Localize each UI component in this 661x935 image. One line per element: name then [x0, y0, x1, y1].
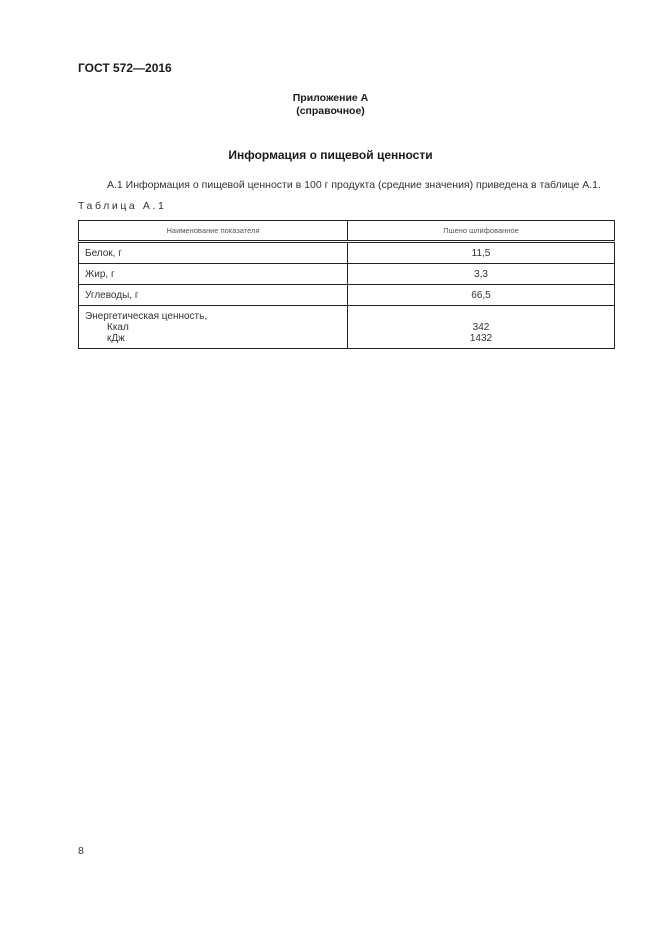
- row-value-protein: 11,5: [348, 242, 615, 264]
- table-row-energy: [79, 306, 615, 349]
- appendix-type: (справочное): [296, 105, 365, 117]
- energy-label: Энергетическая ценность,: [85, 310, 208, 322]
- energy-kj-value: 1432: [469, 332, 493, 344]
- row-name-energy: [79, 306, 348, 349]
- row-value-fat: 3,3: [348, 264, 615, 285]
- row-value-carbs: 66,5: [348, 285, 615, 306]
- row-name-carbs: Углеводы, г: [79, 285, 348, 306]
- body-paragraph: А.1 Информация о пищевой ценности в 100 г продукта (средние значения) приведена в таблице А.1.: [107, 179, 601, 191]
- table-caption: Таблица А.1: [78, 200, 167, 212]
- table-row: [79, 264, 615, 285]
- nutrition-table: [78, 220, 615, 349]
- appendix-label: Приложение А: [292, 92, 369, 104]
- appendix-heading: [0, 92, 661, 118]
- energy-kj-label: кДж: [107, 332, 125, 344]
- table-row: [79, 242, 615, 264]
- table-row: [79, 285, 615, 306]
- column-header-product: Пшено шлифованное: [348, 221, 615, 242]
- page-number: 8: [78, 845, 84, 857]
- row-value-energy: [348, 306, 615, 349]
- energy-kcal-label: Ккал: [107, 321, 129, 333]
- column-header-indicator: Наименование показателя: [79, 221, 348, 242]
- energy-kcal-value: 342: [472, 321, 490, 333]
- row-name-fat: Жир, г: [79, 264, 348, 285]
- row-name-protein: Белок, г: [79, 242, 348, 264]
- document-code: ГОСТ 572—2016: [78, 61, 172, 75]
- table-header-row: [79, 221, 615, 242]
- appendix-title: Информация о пищевой ценности: [228, 148, 433, 162]
